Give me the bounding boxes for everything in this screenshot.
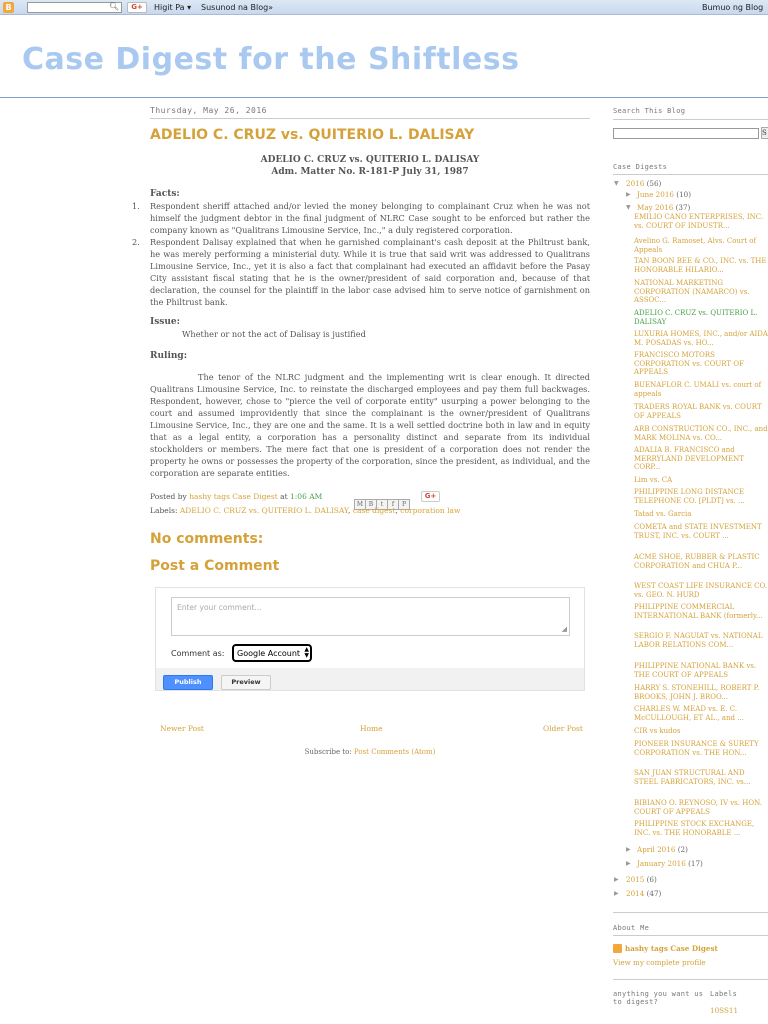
comment-as-select[interactable]: [232, 644, 312, 662]
list-number: 2.: [132, 237, 140, 247]
archive-year-2016[interactable]: [626, 179, 661, 188]
share-buttons: [354, 491, 409, 508]
subscribe-line: [150, 748, 590, 756]
label-link[interactable]: ADELIO C. CRUZ vs. QUITERIO L. DALISAY: [179, 506, 349, 515]
blogger-logo-icon[interactable]: B: [3, 2, 14, 13]
labels-label: Labels:: [150, 506, 178, 515]
divider: [613, 119, 768, 120]
archive-post-link[interactable]: SERGIO F. NAGUIAT vs. NATIONAL LABOR RELATIONS COM...: [634, 632, 763, 649]
archive-post-link[interactable]: ARB CONSTRUCTION CO., INC., and MARK MOLINA vs. CO...: [634, 425, 768, 442]
expand-down-icon[interactable]: ▼: [614, 180, 619, 187]
divider: [613, 912, 768, 913]
archive-post-link[interactable]: ADALIA B. FRANCISCO and MERRYLAND DEVELOPMENT CORP...: [634, 446, 744, 472]
archive-year-label: 2015: [626, 875, 645, 884]
posted-by-label: Posted by: [150, 492, 187, 501]
fact-text: Respondent Dalisay explained that when he garnished complainant's cash deposit at the Philtrust bank, he was merely performing a ministerial duty. While it is true that said writ was addressed to Qualitrans Limousine Service, Inc., yet it is also a fact that complainant had executed an affidavit before the Pasay City assistant fiscal stating that he is the owner/president of said corporation and, because of that declaration, the counsel for the plaintiff in the labor case advised him to serve notice of garnishment on the Philtrust bank.: [150, 237, 590, 307]
archive-post-link[interactable]: FRANCISCO MOTORS CORPORATION vs. COURT OF APPEALS: [634, 351, 744, 377]
expand-right-icon[interactable]: ▶: [614, 890, 619, 897]
archive-month-april[interactable]: [637, 845, 688, 854]
archive-post-link[interactable]: HARRY S. STONEHILL, ROBERT P. BROOKS, JOHN J. BROO...: [634, 684, 760, 701]
blog-title[interactable]: Case Digest for the Shiftless: [22, 42, 520, 77]
post-labels: Labels: ADELIO C. CRUZ vs. QUITERIO L. DALISAY, case digest, corporation law: [150, 506, 461, 515]
post-case-number: Adm. Matter No. R-181-P July 31, 1987: [271, 167, 469, 177]
divider: [613, 979, 768, 980]
no-comments-heading: No comments:: [150, 531, 264, 547]
archive-post-link[interactable]: ACME SHOE, RUBBER & PLASTIC CORPORATION and CHUA P...: [634, 553, 760, 570]
preview-button[interactable]: Preview: [221, 675, 271, 690]
list-item: [132, 200, 590, 236]
subscribe-link[interactable]: Post Comments (Atom): [353, 748, 436, 756]
archive-year-label: 2014: [626, 889, 645, 898]
archive-year-2014[interactable]: [626, 889, 661, 898]
create-blog-link[interactable]: Bumuo ng Blog: [702, 3, 764, 12]
comment-textarea[interactable]: [171, 597, 570, 636]
expand-right-icon[interactable]: ▶: [626, 846, 631, 853]
google-plus-share-button[interactable]: G+: [421, 491, 440, 502]
comment-button-row: [156, 668, 584, 690]
archive-post-link[interactable]: WEST COAST LIFE INSURANCE CO. vs. GEO. N. HURD: [634, 582, 768, 599]
ruling-text: The tenor of the NLRC judgment and the implementing writ is clear enough. It directed Qualitrans Limousine Service, Inc. to reinstate the discharged employees and pay them full backwages. Respondent, however, chose to "pierce the veil of corporate entity" usurping a power belonging to the court and assumed improvidently that since the complainant is the owner/president of Qualitrans Limousine Service, Inc., they are one and the same. It is a well settled doctrine both in law and in equity that as a legal entity, a corporation has a personality distinct and separate from its individual stockholders or members. The mere fact that one is president of a corporation does not render the property he owns or possesses the property of the corporation, since the president, as individual, and the corporation are separate entities.: [150, 372, 590, 478]
archive-post-link[interactable]: EMILIO CANO ENTERPRISES, INC. vs. COURT OF INDUSTR...: [634, 213, 764, 230]
more-menu[interactable]: Higit Pa ▾: [154, 3, 192, 12]
comment-placeholder: Enter your comment...: [177, 603, 262, 612]
home-link[interactable]: Home: [360, 724, 383, 733]
blogger-navbar: [0, 0, 768, 15]
divider: [150, 118, 590, 119]
comment-form: [155, 587, 585, 691]
facts-list: [132, 200, 590, 308]
fact-text: Respondent sheriff attached and/or levied the money belonging to complainant Cruz when he was not himself the judgment debtor in the final judgment of NLRC Case sought to be enforced but rather the company known as "Qualitrans Limousine Service, Inc.," a duly registered corporation.: [150, 201, 590, 235]
list-number: 1.: [132, 201, 140, 211]
comment-as-label: Comment as:: [171, 649, 225, 658]
author-link[interactable]: hashy tags Case Digest: [189, 492, 278, 501]
expand-right-icon[interactable]: ▶: [626, 191, 631, 198]
divider: [613, 174, 768, 175]
pinterest-share-icon[interactable]: P: [398, 499, 410, 510]
labels-widget-title: Labels: [710, 990, 738, 998]
archive-month-label: April 2016: [637, 845, 676, 854]
view-profile-link[interactable]: View my complete profile: [613, 958, 706, 967]
issue-label: Issue:: [150, 317, 180, 327]
label-link[interactable]: 10SS11: [710, 1006, 739, 1015]
archive-widget-title: Case Digests: [613, 163, 668, 171]
archive-month-may[interactable]: [637, 203, 690, 212]
archive-month-june[interactable]: [637, 190, 691, 199]
list-item: [132, 236, 590, 308]
divider: [613, 935, 768, 936]
archive-post-link[interactable]: PHILIPPINE LONG DISTANCE TELEPHONE CO. [PLDT] vs. ...: [634, 488, 745, 505]
post-title: ADELIO C. CRUZ vs. QUITERIO L. DALISAY: [150, 127, 475, 143]
archive-month-january[interactable]: [637, 859, 703, 868]
archive-post-link[interactable]: Avelino G. Ramoset, Alvs. Court of Appeals: [634, 237, 757, 254]
archive-post-link[interactable]: PHILIPPINE STOCK EXCHANGE, INC. vs. THE HONORABLE ...: [634, 820, 755, 837]
archive-post-link[interactable]: Tatad vs. Garcia: [634, 510, 692, 518]
subscribe-label: Subscribe to:: [304, 748, 352, 756]
sidebar-search-input[interactable]: [613, 128, 759, 139]
archive-count: (10): [676, 190, 692, 199]
resize-handle-icon[interactable]: ◢: [561, 625, 567, 633]
ruling-label: Ruling:: [150, 351, 188, 361]
archive-month-label: January 2016: [637, 859, 686, 868]
post-comment-heading: Post a Comment: [150, 558, 280, 574]
archive-count: (56): [646, 179, 662, 188]
expand-right-icon[interactable]: ▶: [626, 860, 631, 867]
archive-post-link[interactable]: NATIONAL MARKETING CORPORATION (NAMARCO) vs. ASSOC...: [634, 279, 750, 305]
post-timestamp-link[interactable]: 1:06 AM: [290, 492, 323, 501]
archive-count: (2): [677, 845, 688, 854]
email-share-icon[interactable]: M: [354, 499, 366, 510]
google-plus-button[interactable]: G+: [127, 2, 147, 13]
issue-text: Whether or not the act of Dalisay is justified: [182, 329, 366, 339]
archive-count: (47): [646, 889, 662, 898]
archive-month-label: June 2016: [637, 190, 674, 199]
profile-name-link[interactable]: hashy tags Case Digest: [625, 944, 718, 953]
publish-button[interactable]: Publish: [163, 675, 213, 690]
post-byline: [150, 492, 322, 501]
archive-month-label: May 2016: [637, 203, 674, 212]
facts-label: Facts:: [150, 189, 180, 199]
twitter-share-icon[interactable]: t: [376, 499, 388, 510]
expand-down-icon[interactable]: ▼: [626, 204, 631, 211]
archive-post-link[interactable]: CHARLES W. MEAD vs. E. C. McCULLOUGH, ET AL., and ...: [634, 705, 744, 722]
archive-post-link[interactable]: PHILIPPINE NATIONAL BANK vs. THE COURT OF APPEALS: [634, 662, 757, 679]
archive-count: (6): [646, 875, 657, 884]
archive-post-link[interactable]: CIR vs kudos: [634, 727, 681, 735]
label-link[interactable]: corporation law: [400, 506, 461, 515]
select-arrows-icon: ▲ ▼: [304, 646, 309, 659]
archive-post-link[interactable]: TAN BOON BEE & CO., INC. vs. THE HONORABLE HILARIO...: [634, 257, 767, 274]
facebook-share-icon[interactable]: f: [387, 499, 399, 510]
blogthis-share-icon[interactable]: B: [365, 499, 377, 510]
about-widget-title: About Me: [613, 924, 650, 932]
search-icon[interactable]: 🔍︎: [108, 2, 119, 11]
archive-post-link[interactable]: Lim vs. CA: [634, 476, 673, 484]
contact-widget-title: anything you want us to digest?: [613, 990, 704, 1006]
archive-post-link[interactable]: COMETA and STATE INVESTMENT TRUST, INC. vs. COURT ...: [634, 523, 762, 540]
selected-account: Google Account: [237, 649, 301, 658]
archive-post-link[interactable]: SAN JUAN STRUCTURAL AND STEEL FABRICATORS, INC. vs...: [634, 769, 751, 786]
archive-post-link[interactable]: LUXURIA HOMES, INC., and/or AIDA M. POSADAS vs. HO...: [634, 330, 768, 347]
archive-year-2015[interactable]: [626, 875, 657, 884]
archive-post-link[interactable]: BUENAFLOR C. UMALI vs. court of appeals: [634, 381, 762, 398]
post-date: Thursday, May 26, 2016: [150, 106, 267, 115]
at-label: at: [280, 492, 288, 501]
archive-year-label: 2016: [626, 179, 645, 188]
expand-right-icon[interactable]: ▶: [614, 876, 619, 883]
archive-post-link[interactable]: BIBIANO O. REYNOSO, IV vs. HON. COURT OF APPEALS: [634, 799, 762, 816]
archive-post-link[interactable]: PHILIPPINE COMMERCIAL INTERNATIONAL BANK (formerly...: [634, 603, 763, 620]
sidebar-search-button[interactable]: S: [761, 127, 768, 139]
archive-post-link[interactable]: TRADERS ROYAL BANK vs. COURT OF APPEALS: [634, 403, 762, 420]
archive-count: (17): [688, 859, 703, 868]
next-blog-link[interactable]: Susunod na Blog»: [201, 3, 274, 12]
archive-post-link[interactable]: ADELIO C. CRUZ vs. QUITERIO L. DALISAY: [634, 309, 758, 326]
navbar-search-input[interactable]: [27, 2, 122, 13]
older-post-link[interactable]: Older Post: [543, 724, 583, 733]
blogger-profile-icon: [613, 944, 622, 953]
label-link[interactable]: case digest: [352, 506, 396, 515]
search-widget-title: Search This Blog: [613, 107, 686, 115]
newer-post-link[interactable]: Newer Post: [160, 724, 204, 733]
archive-post-link[interactable]: PIONEER INSURANCE & SURETY CORPORATION vs. THE HON...: [634, 740, 759, 757]
post-case-title: ADELIO C. CRUZ vs. QUITERIO L. DALISAY: [260, 155, 480, 165]
archive-count: (37): [675, 203, 691, 212]
